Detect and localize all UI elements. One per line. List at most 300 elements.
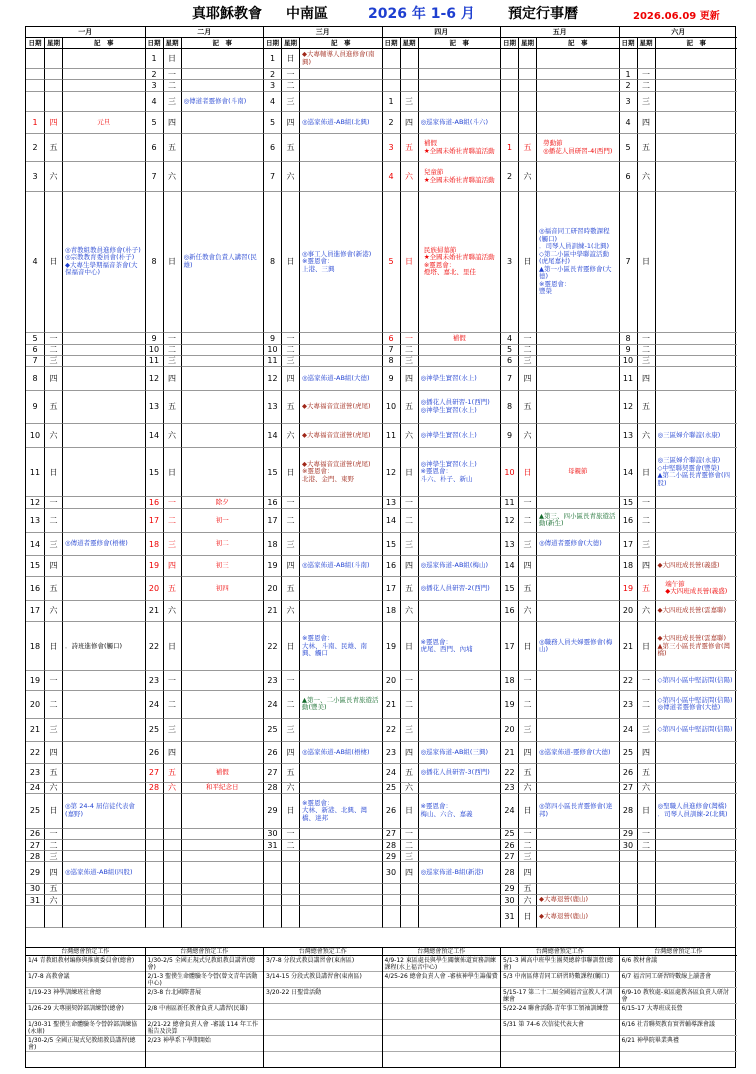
event-cell (181, 794, 264, 829)
event-cell (536, 840, 619, 851)
weekday-cell: 四 (44, 742, 62, 763)
date-cell (382, 49, 400, 69)
date-cell: 24 (619, 719, 637, 743)
event-cell (62, 829, 145, 840)
event-cell: ◎神學生實習(水上) ※靈恩會： 斗六、朴子、新山 (418, 448, 501, 497)
date-cell (263, 906, 281, 927)
date-cell: 27 (382, 829, 400, 840)
date-cell (26, 49, 44, 69)
date-cell: 25 (26, 794, 44, 829)
weekday-cell: 一 (44, 333, 62, 344)
column-header-date: 日期 (619, 38, 637, 49)
date-cell (382, 895, 400, 906)
weekday-cell: 六 (163, 162, 181, 191)
weekday-cell: 六 (400, 783, 418, 794)
weekday-cell: 六 (281, 162, 299, 191)
event-cell (655, 895, 738, 906)
weekday-cell: 二 (44, 509, 62, 534)
weekday-cell: 四 (44, 367, 62, 391)
event-cell (655, 345, 738, 356)
weekday-cell: 五 (44, 764, 62, 783)
weekday-cell: 三 (637, 356, 655, 367)
weekday-cell (163, 862, 181, 883)
event-cell: ◎新任教會負責人講習(民雄) (181, 192, 264, 334)
weekday-cell: 三 (44, 851, 62, 862)
event-cell (181, 671, 264, 690)
weekday-cell (163, 895, 181, 906)
event-cell: 端午節 ◆大四班成長營(義盛) (655, 577, 738, 601)
date-cell: 10 (263, 345, 281, 356)
weekday-cell (163, 906, 181, 927)
weekday-cell (400, 49, 418, 69)
date-cell: 21 (26, 719, 44, 743)
date-cell: 25 (145, 719, 163, 743)
date-cell: 31 (26, 895, 44, 906)
event-cell (181, 345, 264, 356)
date-cell: 28 (26, 851, 44, 862)
date-cell: 8 (619, 333, 637, 344)
date-cell: 4 (382, 162, 400, 191)
weekday-cell: 五 (518, 577, 536, 601)
event-cell: ◎巡家佈道-AB組(四股) (62, 862, 145, 883)
date-cell: 12 (145, 367, 163, 391)
date-cell: 8 (500, 391, 518, 425)
event-cell (536, 829, 619, 840)
weekday-cell: 二 (400, 691, 418, 719)
event-cell: 除夕 (181, 497, 264, 508)
date-cell: 21 (145, 601, 163, 622)
event-cell (62, 783, 145, 794)
footer-item (383, 1036, 501, 1052)
event-cell: ◎神學生實習(水上) (418, 367, 501, 391)
event-cell (181, 742, 264, 763)
event-cell (299, 497, 382, 508)
weekday-cell (518, 49, 536, 69)
event-cell (536, 356, 619, 367)
event-cell (536, 162, 619, 191)
date-cell (145, 884, 163, 895)
event-cell (536, 691, 619, 719)
date-cell (145, 829, 163, 840)
event-cell (62, 601, 145, 622)
weekday-cell: 四 (163, 112, 181, 134)
date-cell: 19 (263, 556, 281, 577)
weekday-cell: 二 (44, 691, 62, 719)
event-cell (536, 112, 619, 134)
date-cell: 29 (500, 884, 518, 895)
event-cell (418, 92, 501, 112)
column-header-event: 記 事 (62, 38, 145, 49)
date-cell: 27 (26, 840, 44, 851)
footer-item: 1/30-2/5 全國正規式兒教組教員講習(總會) (26, 1036, 145, 1052)
page-header (0, 0, 756, 26)
weekday-cell: 三 (637, 533, 655, 555)
event-cell (62, 906, 145, 927)
column-header-date: 日期 (263, 38, 281, 49)
weekday-cell: 日 (44, 622, 62, 671)
weekday-cell: 日 (400, 622, 418, 671)
date-cell: 26 (500, 840, 518, 851)
footer-item: 4/9-12 東區處長與學生關懷佈道實務訓練課程(水上福音中心) (383, 956, 501, 972)
weekday-cell: 四 (637, 742, 655, 763)
weekday-cell: 一 (163, 333, 181, 344)
date-cell: 1 (26, 112, 44, 134)
column-header-weekday: 星期 (163, 38, 181, 49)
weekday-cell: 日 (400, 192, 418, 334)
event-cell (536, 719, 619, 743)
event-cell (299, 840, 382, 851)
event-cell: ▲第一、二小區長青旅遊活動(豐美) (299, 691, 382, 719)
event-cell (299, 862, 382, 883)
event-cell: 初三 (181, 556, 264, 577)
event-cell (62, 764, 145, 783)
event-cell: 元旦 (62, 112, 145, 134)
event-cell (655, 764, 738, 783)
date-cell: 3 (382, 134, 400, 162)
event-cell (418, 719, 501, 743)
date-cell: 11 (263, 356, 281, 367)
date-cell: 13 (26, 509, 44, 534)
event-cell (536, 862, 619, 883)
event-cell (181, 884, 264, 895)
weekday-cell: 四 (518, 742, 536, 763)
weekday-cell: 三 (163, 356, 181, 367)
weekday-cell (637, 862, 655, 883)
event-cell (62, 840, 145, 851)
event-cell: ◆大專退營(鹿山) (536, 895, 619, 906)
date-cell: 13 (500, 533, 518, 555)
date-cell: 27 (145, 764, 163, 783)
date-cell: 9 (382, 367, 400, 391)
date-cell: 3 (26, 162, 44, 191)
column-header-event: 記 事 (181, 38, 264, 49)
weekday-cell (44, 69, 62, 80)
event-cell (62, 333, 145, 344)
date-cell (619, 884, 637, 895)
footer-column (263, 948, 382, 1068)
date-cell (619, 906, 637, 927)
date-cell: 11 (500, 497, 518, 508)
footer-item (264, 1004, 382, 1020)
date-cell: 24 (500, 794, 518, 829)
footer-section (25, 948, 736, 1068)
weekday-cell: 日 (44, 448, 62, 497)
event-cell: 兒童節 ★全國未婚社青聯誼活動 (418, 162, 501, 191)
event-cell (181, 906, 264, 927)
date-cell: 27 (500, 851, 518, 862)
date-cell: 8 (26, 367, 44, 391)
date-cell: 5 (26, 333, 44, 344)
weekday-cell: 四 (637, 112, 655, 134)
event-cell (62, 509, 145, 534)
event-cell: ※靈恩會： 大林、斗南、民雄、南興、觸口 (299, 622, 382, 671)
weekday-cell: 一 (281, 333, 299, 344)
date-cell: 19 (382, 622, 400, 671)
date-cell: 1 (263, 49, 281, 69)
event-cell (299, 764, 382, 783)
weekday-cell: 二 (637, 840, 655, 851)
weekday-cell: 一 (44, 829, 62, 840)
event-cell (181, 333, 264, 344)
event-cell (299, 601, 382, 622)
footer-item: 3/20-22 日聖當活動 (264, 988, 382, 1004)
column-header-date: 日期 (500, 38, 518, 49)
event-cell (181, 895, 264, 906)
footer-item: 1/30-2/5 全國正規式兒教組教員講習(總會) (146, 956, 264, 972)
date-cell: 12 (500, 509, 518, 534)
weekday-cell: 五 (637, 577, 655, 601)
weekday-cell: 四 (163, 367, 181, 391)
date-cell: 22 (145, 622, 163, 671)
weekday-cell (163, 851, 181, 862)
footer-item: 6/6 教材會議 (620, 956, 738, 972)
date-cell: 9 (26, 391, 44, 425)
event-cell (536, 391, 619, 425)
date-cell: 15 (382, 533, 400, 555)
event-cell (536, 497, 619, 508)
date-cell: 12 (382, 448, 400, 497)
date-cell (619, 862, 637, 883)
date-cell: 23 (263, 671, 281, 690)
footer-item: 2/8 中南區新任教會負責人講習(民雄) (146, 1004, 264, 1020)
weekday-cell: 二 (400, 345, 418, 356)
weekday-cell: 三 (400, 851, 418, 862)
date-cell: 4 (500, 333, 518, 344)
date-cell: 13 (619, 424, 637, 448)
column-header-date: 日期 (145, 38, 163, 49)
event-cell: ◆大專輔導人員進修會(南興) (299, 49, 382, 69)
weekday-cell: 一 (637, 333, 655, 344)
event-cell (418, 69, 501, 80)
weekday-cell: 三 (400, 92, 418, 112)
date-cell: 16 (263, 497, 281, 508)
date-cell: 20 (26, 691, 44, 719)
date-cell: 20 (619, 601, 637, 622)
weekday-cell: 四 (44, 862, 62, 883)
date-cell: 2 (263, 69, 281, 80)
weekday-cell: 三 (281, 356, 299, 367)
date-cell (145, 851, 163, 862)
event-cell: ◎巡家佈道-AB組(北興) (299, 112, 382, 134)
event-cell (536, 80, 619, 91)
event-cell (418, 80, 501, 91)
event-cell (299, 69, 382, 80)
date-cell: 15 (26, 556, 44, 577)
date-cell: 20 (263, 577, 281, 601)
event-cell (418, 691, 501, 719)
footer-heading: 台灣總會預定工作 (26, 948, 145, 956)
weekday-cell: 二 (637, 691, 655, 719)
footer-item (264, 1020, 382, 1036)
footer-item: 1/26-29 大專團契幹部訓練營(總會) (26, 1004, 145, 1020)
date-cell (263, 895, 281, 906)
event-cell (418, 356, 501, 367)
weekday-cell: 二 (518, 691, 536, 719)
date-cell: 1 (145, 49, 163, 69)
event-cell (655, 134, 738, 162)
date-cell: 25 (382, 783, 400, 794)
weekday-cell: 五 (400, 577, 418, 601)
event-cell: ◎巡家佈道-AB組(三興) (418, 742, 501, 763)
date-cell: 25 (500, 829, 518, 840)
date-cell: 17 (145, 509, 163, 534)
date-cell (500, 80, 518, 91)
date-cell: 24 (263, 691, 281, 719)
weekday-cell: 日 (400, 794, 418, 829)
event-cell (536, 49, 619, 69)
date-cell: 26 (382, 794, 400, 829)
event-cell: ◎巡家佈道-AB組(梅山) (418, 556, 501, 577)
footer-item: 5/1-3 國高中班學生團契總幹事聯訓營(總會) (501, 956, 619, 972)
date-cell: 30 (619, 840, 637, 851)
column-header-date: 日期 (382, 38, 400, 49)
weekday-cell: 五 (637, 134, 655, 162)
event-cell (655, 509, 738, 534)
weekday-cell: 四 (518, 862, 536, 883)
weekday-cell: 五 (281, 391, 299, 425)
weekday-cell: 五 (518, 391, 536, 425)
date-cell: 2 (619, 80, 637, 91)
weekday-cell: 三 (163, 719, 181, 743)
date-cell: 7 (26, 356, 44, 367)
weekday-cell: 二 (400, 840, 418, 851)
date-cell: 30 (26, 884, 44, 895)
weekday-cell: 二 (518, 840, 536, 851)
event-cell (536, 92, 619, 112)
footer-item: 2/23 神學系下學期開始 (146, 1036, 264, 1052)
weekday-cell: 一 (281, 69, 299, 80)
footer-item: 5/3 中南區傳青同工研習時數課程(觸口) (501, 972, 619, 988)
date-cell: 6 (500, 356, 518, 367)
weekday-cell: 六 (637, 162, 655, 191)
event-cell (181, 601, 264, 622)
weekday-cell: 六 (163, 424, 181, 448)
weekday-cell: 六 (44, 424, 62, 448)
event-cell (299, 80, 382, 91)
footer-item: 6/16 社青聯契教育實習輔導課會議 (620, 1020, 738, 1036)
date-cell: 4 (26, 192, 44, 334)
date-cell: 29 (382, 851, 400, 862)
date-cell (145, 906, 163, 927)
weekday-cell: 四 (163, 556, 181, 577)
event-cell: ◎第四小區長青靈修會(達邦) (536, 794, 619, 829)
weekday-cell: 二 (44, 840, 62, 851)
event-cell (655, 112, 738, 134)
date-cell: 12 (26, 497, 44, 508)
event-cell: ◎巡家佈道-AB組(大德) (299, 367, 382, 391)
date-cell: 29 (26, 862, 44, 883)
date-cell: 22 (500, 764, 518, 783)
event-cell (181, 622, 264, 671)
event-cell: ◎青教組教員進修會(朴子) ◎宗教教育委員會(朴子) ◆大專生學期福音茶會(大保福音中心) (62, 192, 145, 334)
weekday-cell: 五 (637, 391, 655, 425)
event-cell (62, 367, 145, 391)
event-cell: ◎巡家佈道-靈修會(大德) (536, 742, 619, 763)
event-cell: ◎播花人員研習-1(西門) ◎神學生實習(水上) (418, 391, 501, 425)
weekday-cell: 日 (518, 622, 536, 671)
date-cell: 2 (145, 69, 163, 80)
date-cell: 7 (263, 162, 281, 191)
event-cell (418, 895, 501, 906)
event-cell (536, 424, 619, 448)
weekday-cell: 一 (637, 497, 655, 508)
date-cell: 16 (619, 509, 637, 534)
event-cell: ◎傳道者靈修會(斗南) (181, 92, 264, 112)
date-cell: 17 (263, 509, 281, 534)
column-header-event: 記 事 (418, 38, 501, 49)
date-cell: 18 (500, 671, 518, 690)
weekday-cell: 四 (637, 556, 655, 577)
event-cell (62, 80, 145, 91)
date-cell: 26 (26, 829, 44, 840)
footer-item (383, 988, 501, 1004)
weekday-cell: 六 (44, 895, 62, 906)
date-cell: 22 (263, 622, 281, 671)
weekday-cell (163, 829, 181, 840)
footer-item: 6/21 神學院畢業典禮 (620, 1036, 738, 1052)
event-cell: ◎福音同工研習時數課程(觸口) ．司琴人員訓練-1(北興) ◇第二小區中學聯誼活動(虎尾嘉村) ▲第一小區長青靈修會(大德) ※靈恩會： 豐榮 (536, 192, 619, 334)
updated-date: 2026.06.09 更新 (633, 11, 720, 22)
event-cell: ◇第四小區中堅訪問(信陽) (655, 719, 738, 743)
weekday-cell: 一 (637, 671, 655, 690)
event-cell (299, 134, 382, 162)
event-cell: 補假 (418, 333, 501, 344)
weekday-cell: 四 (44, 556, 62, 577)
weekday-cell (518, 69, 536, 80)
weekday-cell: 五 (518, 134, 536, 162)
date-cell: 23 (382, 742, 400, 763)
column-header-weekday: 星期 (637, 38, 655, 49)
weekday-cell: 五 (281, 134, 299, 162)
weekday-cell: 三 (281, 92, 299, 112)
event-cell (299, 783, 382, 794)
footer-heading: 台灣總會預定工作 (501, 948, 619, 956)
weekday-cell: 五 (44, 391, 62, 425)
event-cell: ◎神學生實習(水上) (418, 424, 501, 448)
weekday-cell: 二 (163, 509, 181, 534)
date-cell: 23 (500, 783, 518, 794)
weekday-cell: 日 (518, 794, 536, 829)
event-cell (655, 192, 738, 334)
footer-item: 6/15-17 大專班成長營 (620, 1004, 738, 1020)
date-cell: 27 (263, 764, 281, 783)
weekday-cell: 一 (637, 69, 655, 80)
footer-column (145, 948, 264, 1068)
weekday-cell: 四 (400, 742, 418, 763)
weekday-cell: 一 (281, 497, 299, 508)
event-cell (299, 829, 382, 840)
weekday-cell (44, 49, 62, 69)
weekday-cell (281, 884, 299, 895)
weekday-cell: 四 (400, 112, 418, 134)
weekday-cell (281, 906, 299, 927)
weekday-cell: 一 (281, 671, 299, 690)
weekday-cell (518, 92, 536, 112)
event-cell: 補假 ★全國未婚社青聯誼活動 (418, 134, 501, 162)
date-cell: 24 (382, 764, 400, 783)
date-cell (263, 884, 281, 895)
date-cell (26, 69, 44, 80)
date-cell: 10 (382, 391, 400, 425)
date-cell (500, 69, 518, 80)
footer-item: 1/7-8 高教會議 (26, 972, 145, 988)
weekday-cell: 二 (281, 691, 299, 719)
date-cell: 9 (619, 345, 637, 356)
date-cell: 11 (26, 448, 44, 497)
date-cell: 12 (619, 391, 637, 425)
event-cell: ◎三區婦介聯誼(永康) ◇中堅聯契靈會(豐榮) ▲第二小區長青靈修會(四股) (655, 448, 738, 497)
event-cell (655, 829, 738, 840)
